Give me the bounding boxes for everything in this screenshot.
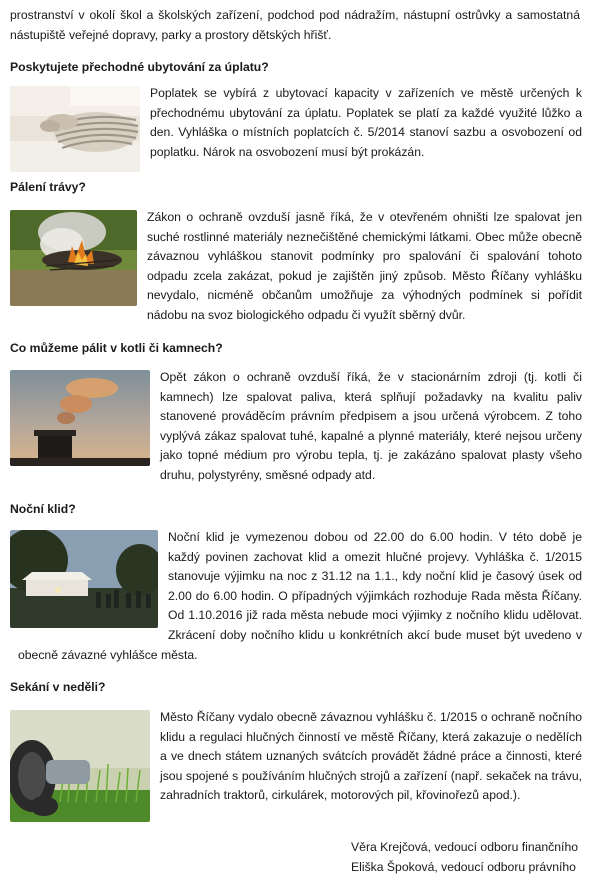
section-heading-kotle-kamna: Co můžeme pálit v kotli či kamnech? <box>10 341 223 355</box>
pillows-on-bed-photo <box>10 86 140 172</box>
signature-block <box>351 838 578 877</box>
section-heading-ubytovani: Poskytujete přechodné ubytování za úplatu? <box>10 60 269 74</box>
section-ubytovani <box>10 84 582 174</box>
chimney-smoke-photo <box>10 370 150 466</box>
section-nocni-klid <box>10 528 582 665</box>
section-text-ubytovani: Poplatek se vybírá z ubytovací kapacity v zařízeních ve městě určených k přechodnému ubytování za úplatu. Poplatek se platí za každé využité lůžko a den. Vyhláška o místních poplatcích č. 5/2014 stanoví sazbu a osvobození od poplatku. Nárok na osvobození musí být prokázán. <box>150 86 582 159</box>
evening-outdoor-party-photo <box>10 530 158 628</box>
section-heading-paleni-travy: Pálení trávy? <box>10 180 86 194</box>
signature-spokova: Eliška Špoková, vedoucí odboru právního <box>351 859 576 874</box>
section-heading-sekani: Sekání v neděli? <box>10 680 106 694</box>
section-sekani <box>10 708 582 824</box>
intro-paragraph: prostranství v okolí škol a školských zařízení, podchod pod nádražím, nástupní ostrůvky a samostatná nástupiště veřejné dopravy, parky a prostory dětských hřišť. <box>10 8 580 42</box>
section-paleni-travy <box>10 208 582 326</box>
signature-krejcova: Věra Krejčová, vedoucí odboru finančního <box>351 840 578 854</box>
section-text-nocni-klid: Noční klid je vymezenou dobou od 22.00 do 6.00 hodin. V této době je každý povinen zachovat klid a omezit hlučné projevy. Vyhláška č. 1/2015 stanovuje výjimku na noc z 31.12 na 1.1., kdy noční klid je časový úsek od 2.00 do 6.00 hodin. O případných výjimkách rozhoduje Rada města Říčany. Od 1.10.2016 již rada města nebude moci výjimky z nočního klidu udělovat. Zkrácení doby nočního klidu u konkrétních akcí bude muset být uvedeno v obecně závazné vyhlášce města. <box>18 530 582 662</box>
section-text-kotle-kamna: Opět zákon o ochraně ovzduší říká, že v stacionárním zdroji (tj. kotli či kamnech) lze spalovat paliva, která splňují požadavky na kvalitu paliv stanovené prováděcím právním předpisem a jsou určená výrobcem. Z toho vyplývá zákaz spalovat tuhé, kapalné a plynné materiály, které nejsou určeny jako topné médium pro výrobu tepla, tj. je zakázáno spalovat plasty všeho druhu, polystyrény, směsné odpady atd. <box>160 370 582 482</box>
section-heading-nocni-klid: Noční klid? <box>10 502 76 516</box>
section-text-sekani: Město Říčany vydalo obecně závaznou vyhlášku č. 1/2015 o ochraně nočního klidu a regulaci hlučných činností ve městě Říčany, která zakazuje o nedělích a ve dnech státem uznaných svátcích provádět žádné práce a činnosti, které jsou spojené s používáním hlučných strojů a zařízení (např. sekaček na trávu, zahradních traktorů, cirkulárek, motorových pil, křovinořezů apod.). <box>160 710 582 803</box>
lawn-mower-grass-photo <box>10 710 150 822</box>
burning-garden-waste-photo <box>10 210 137 306</box>
section-text-paleni-travy: Zákon o ochraně ovzduší jasně říká, že v otevřeném ohništi lze spalovat jen suché rostlinné materiály neznečištěné chemickými látkami. Obec může obecně závaznou vyhláškou stanovit podmínky pro spalování či spalování tohoto odpadu zcela zakázat, pokud je zajištěn jiný způsob. Město Říčany vyhlášku nevydalo, nicméně občanům umožňuje za výhodných podmínek si pořídit nádobu na svoz biologického odpadu či využít sběrný dvůr. <box>147 210 582 322</box>
section-kotle-kamna <box>10 368 582 486</box>
